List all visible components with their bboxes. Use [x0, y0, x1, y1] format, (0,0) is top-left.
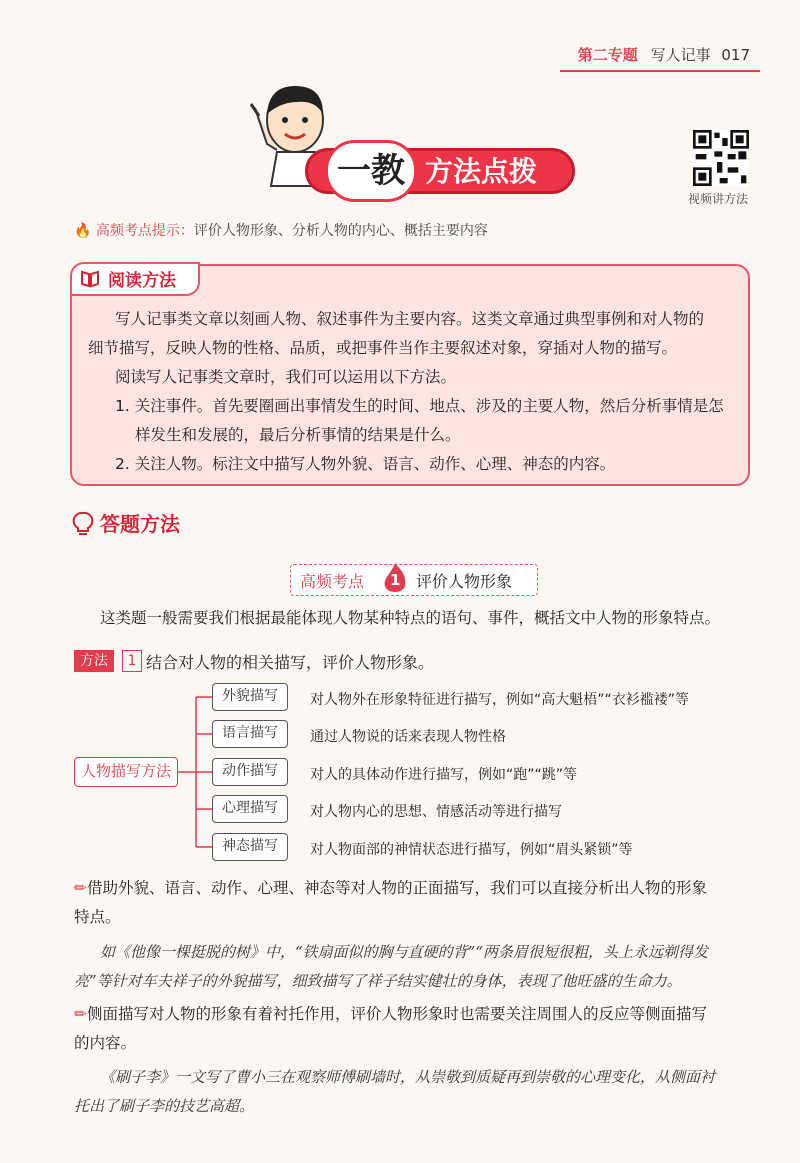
tree-leaf-language: 语言描写: [212, 720, 288, 748]
hint-text: 评价人物形象、分析人物的内心、概括主要内容: [193, 223, 488, 239]
tree-desc-psychology: 对人物内心的思想、情感活动等进行描写: [310, 804, 562, 820]
tree-leaf-psychology: 心理描写: [212, 795, 288, 823]
body-point-1: ✏借助外貌、语言、动作、心理、神态等对人物的正面描写，我们可以直接分析出人物的形象: [74, 879, 708, 897]
hint-label: 高频考点提示：: [95, 223, 194, 239]
tree-leaf-appearance: 外貌描写: [212, 683, 288, 711]
body-point-2: ✏侧面描写对人物的形象有着衬托作用，评价人物形象时也需要关注周围人的反应等侧面描写: [74, 1005, 708, 1023]
flame-icon: 🔥: [74, 223, 92, 239]
body-point-1b: 特点。: [74, 908, 121, 926]
reading-item-1b: 样发生和发展的，最后分析事情的结果是什么。: [135, 426, 461, 444]
qr-label: 视频讲方法: [688, 192, 749, 206]
tree-desc-action: 对人的具体动作进行描写，例如“跑”“跳”等: [310, 767, 578, 783]
reading-item-1: 1. 关注事件。首先要圈画出事情发生的时间、地点、涉及的主要人物，然后分析事情是怎: [115, 397, 724, 415]
pencil-icon: ✏: [74, 1005, 87, 1023]
reading-item-2: 2. 关注人物。标注文中描写人物外貌、语言、动作、心理、神态的内容。: [115, 455, 616, 473]
tree-leaf-action: 动作描写: [212, 758, 288, 786]
tree-desc-expression: 对人物面部的神情状态进行描写，例如“眉头紧锁”等: [310, 842, 633, 858]
example-2: 《刷子李》一文写了曹小三在观察师傅刷墙时，从崇敬到质疑再到崇敬的心理变化，从侧面衬: [100, 1068, 716, 1086]
tag-left-text: 高频考点: [300, 572, 365, 591]
reading-p1: 写人记事类文章以刻画人物、叙述事件为主要内容。这类文章通过典型事例和对人物的: [115, 310, 705, 328]
body-point-2b: 的内容。: [74, 1034, 137, 1052]
tag-number: 1: [390, 571, 401, 589]
header-section: 第二专题: [577, 46, 638, 64]
method-label: 方法: [74, 650, 114, 672]
tree-leaf-expression: 神态描写: [212, 833, 288, 861]
intro-text: 这类题一般需要我们根据最能体现人物某种特点的语句、事件，概括文中人物的形象特点。: [100, 609, 721, 627]
example-2b: 托出了刷子李的技艺高超。: [74, 1097, 255, 1115]
tag-right-text: 评价人物形象: [416, 572, 513, 591]
tree-desc-language: 通过人物说的话来表现人物性格: [310, 729, 506, 745]
reading-p2: 阅读写人记事类文章时，我们可以运用以下方法。: [115, 368, 457, 386]
tree-desc-appearance: 对人物外在形象特征进行描写，例如“高大魁梧”“衣衫褴褛”等: [310, 692, 690, 708]
method-text: 结合对人物的相关描写，评价人物形象。: [146, 653, 435, 672]
tree-root: 人物描写方法: [74, 757, 178, 787]
pencil-icon: ✏: [74, 879, 87, 897]
example-1: 如《他像一棵挺脱的树》中，“铁扇面似的胸与直硬的背”“两条眉很短很粗，头上永远剃得发: [100, 943, 709, 961]
banner-title: 方法点拨: [425, 155, 538, 188]
banner-first-chars: 一教: [325, 140, 417, 202]
header-subject: 写人记事: [650, 46, 711, 64]
reading-p1b: 细节描写，反映人物的性格、品质，或把事件当作主要叙述对象，穿插对人物的描写。: [88, 339, 678, 357]
method-number: 1: [122, 650, 142, 672]
example-1b: 亮”等针对车夫祥子的外貌描写，细致描写了祥子结实健壮的身体，表现了他旺盛的生命力。: [74, 972, 682, 990]
page-number: 017: [721, 46, 750, 64]
reading-method-title: 阅读方法: [108, 271, 176, 291]
answer-method-title: 答题方法: [100, 512, 180, 536]
